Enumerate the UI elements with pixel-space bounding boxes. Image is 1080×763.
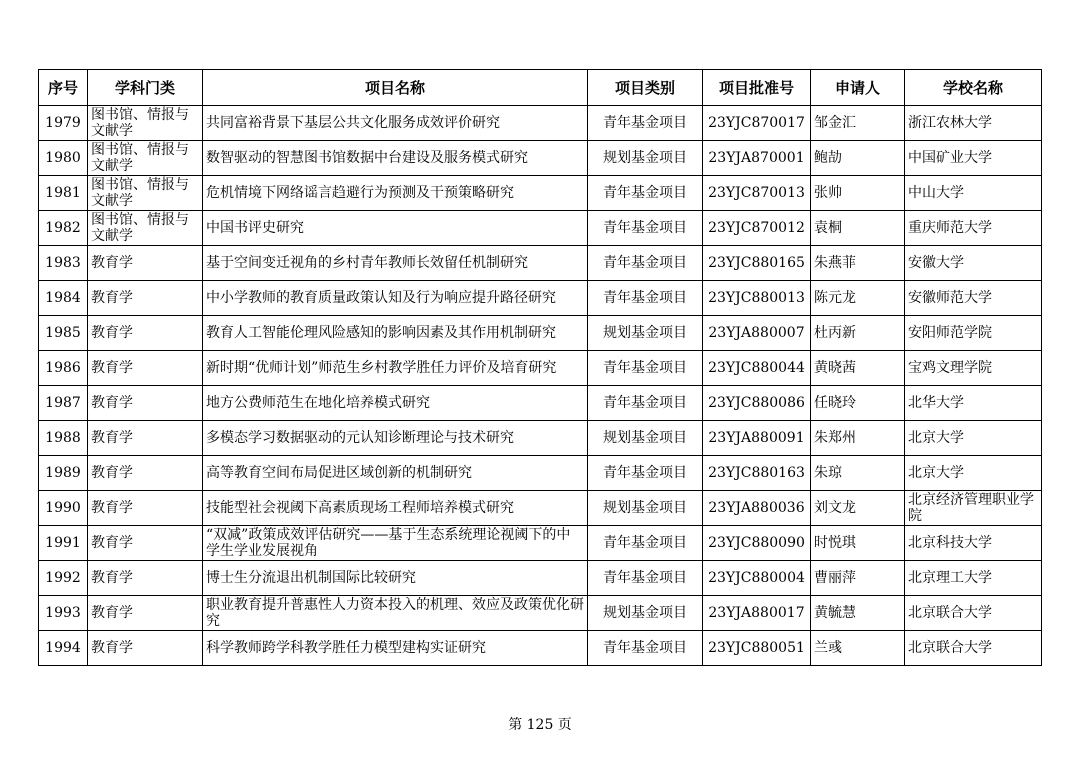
cell-school: 北京科技大学 xyxy=(905,526,1042,561)
cell-school: 北京大学 xyxy=(905,421,1042,456)
table-row xyxy=(39,421,1042,456)
table-row xyxy=(39,596,1042,631)
table-row xyxy=(39,211,1042,246)
table-row xyxy=(39,176,1042,211)
cell-applicant: 兰彧 xyxy=(811,631,905,666)
cell-school: 宝鸡文理学院 xyxy=(905,351,1042,386)
cell-seq: 1988 xyxy=(39,421,88,456)
cell-approval-no: 23YJC870012 xyxy=(703,211,811,246)
cell-project-name: 中国书评史研究 xyxy=(203,211,588,246)
cell-applicant: 黄毓慧 xyxy=(811,596,905,631)
cell-school: 中国矿业大学 xyxy=(905,141,1042,176)
cell-project-name: “双减”政策成效评估研究——基于生态系统理论视阈下的中学生学业发展视角 xyxy=(203,526,588,561)
cell-category: 教育学 xyxy=(88,246,203,281)
cell-project-type: 规划基金项目 xyxy=(588,491,703,526)
cell-seq: 1983 xyxy=(39,246,88,281)
table-row xyxy=(39,491,1042,526)
table-row xyxy=(39,351,1042,386)
cell-approval-no: 23YJA880091 xyxy=(703,421,811,456)
cell-applicant: 陈元龙 xyxy=(811,281,905,316)
cell-seq: 1991 xyxy=(39,526,88,561)
cell-category: 教育学 xyxy=(88,351,203,386)
cell-approval-no: 23YJC880163 xyxy=(703,456,811,491)
table-header-row xyxy=(39,70,1042,106)
cell-school: 北华大学 xyxy=(905,386,1042,421)
cell-applicant: 张帅 xyxy=(811,176,905,211)
cell-project-name: 科学教师跨学科教学胜任力模型建构实证研究 xyxy=(203,631,588,666)
cell-applicant: 朱琼 xyxy=(811,456,905,491)
cell-project-type: 规划基金项目 xyxy=(588,596,703,631)
cell-applicant: 黄晓茜 xyxy=(811,351,905,386)
cell-project-type: 青年基金项目 xyxy=(588,351,703,386)
cell-project-name: 共同富裕背景下基层公共文化服务成效评价研究 xyxy=(203,106,588,141)
cell-approval-no: 23YJC880165 xyxy=(703,246,811,281)
table-row xyxy=(39,526,1042,561)
cell-project-type: 青年基金项目 xyxy=(588,561,703,596)
cell-seq: 1980 xyxy=(39,141,88,176)
cell-applicant: 鲍劼 xyxy=(811,141,905,176)
cell-category: 图书馆、情报与文献学 xyxy=(88,176,203,211)
cell-project-type: 青年基金项目 xyxy=(588,631,703,666)
cell-category: 教育学 xyxy=(88,421,203,456)
cell-project-name: 多模态学习数据驱动的元认知诊断理论与技术研究 xyxy=(203,421,588,456)
header-seq: 序号 xyxy=(39,70,88,106)
cell-project-name: 博士生分流退出机制国际比较研究 xyxy=(203,561,588,596)
cell-project-name: 中小学教师的教育质量政策认知及行为响应提升路径研究 xyxy=(203,281,588,316)
cell-category: 教育学 xyxy=(88,596,203,631)
cell-approval-no: 23YJA880017 xyxy=(703,596,811,631)
table-row xyxy=(39,456,1042,491)
cell-category: 图书馆、情报与文献学 xyxy=(88,106,203,141)
cell-applicant: 时悦琪 xyxy=(811,526,905,561)
cell-category: 教育学 xyxy=(88,316,203,351)
cell-school: 安徽师范大学 xyxy=(905,281,1042,316)
cell-school: 北京大学 xyxy=(905,456,1042,491)
cell-approval-no: 23YJC870017 xyxy=(703,106,811,141)
table-row xyxy=(39,561,1042,596)
cell-approval-no: 23YJC880051 xyxy=(703,631,811,666)
cell-school: 安徽大学 xyxy=(905,246,1042,281)
cell-seq: 1990 xyxy=(39,491,88,526)
cell-applicant: 刘文龙 xyxy=(811,491,905,526)
cell-school: 中山大学 xyxy=(905,176,1042,211)
cell-seq: 1994 xyxy=(39,631,88,666)
cell-approval-no: 23YJC880090 xyxy=(703,526,811,561)
cell-project-name: 基于空间变迁视角的乡村青年教师长效留任机制研究 xyxy=(203,246,588,281)
table-row xyxy=(39,106,1042,141)
cell-school: 重庆师范大学 xyxy=(905,211,1042,246)
cell-project-type: 规划基金项目 xyxy=(588,141,703,176)
cell-project-name: 危机情境下网络谣言趋避行为预测及干预策略研究 xyxy=(203,176,588,211)
cell-project-type: 青年基金项目 xyxy=(588,246,703,281)
cell-seq: 1992 xyxy=(39,561,88,596)
cell-applicant: 任晓玲 xyxy=(811,386,905,421)
cell-project-type: 青年基金项目 xyxy=(588,281,703,316)
cell-category: 教育学 xyxy=(88,526,203,561)
cell-seq: 1993 xyxy=(39,596,88,631)
cell-school: 北京经济管理职业学院 xyxy=(905,491,1042,526)
cell-category: 教育学 xyxy=(88,386,203,421)
cell-category: 教育学 xyxy=(88,561,203,596)
cell-applicant: 朱郑州 xyxy=(811,421,905,456)
cell-applicant: 邹金汇 xyxy=(811,106,905,141)
header-project-type: 项目类别 xyxy=(588,70,703,106)
table-row xyxy=(39,386,1042,421)
cell-project-name: 职业教育提升普惠性人力资本投入的机理、效应及政策优化研究 xyxy=(203,596,588,631)
cell-category: 教育学 xyxy=(88,281,203,316)
cell-approval-no: 23YJA880007 xyxy=(703,316,811,351)
cell-seq: 1987 xyxy=(39,386,88,421)
cell-seq: 1979 xyxy=(39,106,88,141)
cell-school: 北京理工大学 xyxy=(905,561,1042,596)
cell-project-type: 青年基金项目 xyxy=(588,176,703,211)
cell-applicant: 曹丽萍 xyxy=(811,561,905,596)
cell-project-name: 高等教育空间布局促进区域创新的机制研究 xyxy=(203,456,588,491)
header-category: 学科门类 xyxy=(88,70,203,106)
cell-category: 教育学 xyxy=(88,631,203,666)
cell-approval-no: 23YJC880044 xyxy=(703,351,811,386)
cell-approval-no: 23YJC880013 xyxy=(703,281,811,316)
project-table xyxy=(38,69,1042,666)
table-row xyxy=(39,631,1042,666)
cell-approval-no: 23YJA880036 xyxy=(703,491,811,526)
cell-project-type: 青年基金项目 xyxy=(588,211,703,246)
cell-applicant: 杜丙新 xyxy=(811,316,905,351)
cell-category: 教育学 xyxy=(88,456,203,491)
cell-project-type: 青年基金项目 xyxy=(588,456,703,491)
cell-project-name: 数智驱动的智慧图书馆数据中台建设及服务模式研究 xyxy=(203,141,588,176)
cell-project-name: 技能型社会视阈下高素质现场工程师培养模式研究 xyxy=(203,491,588,526)
cell-category: 图书馆、情报与文献学 xyxy=(88,211,203,246)
cell-applicant: 朱燕菲 xyxy=(811,246,905,281)
cell-school: 安阳师范学院 xyxy=(905,316,1042,351)
cell-seq: 1981 xyxy=(39,176,88,211)
cell-project-type: 青年基金项目 xyxy=(588,386,703,421)
cell-project-name: 地方公费师范生在地化培养模式研究 xyxy=(203,386,588,421)
table-body xyxy=(39,106,1042,666)
table-row xyxy=(39,246,1042,281)
cell-category: 图书馆、情报与文献学 xyxy=(88,141,203,176)
cell-category: 教育学 xyxy=(88,491,203,526)
cell-project-name: 教育人工智能伦理风险感知的影响因素及其作用机制研究 xyxy=(203,316,588,351)
table-row xyxy=(39,316,1042,351)
header-applicant: 申请人 xyxy=(811,70,905,106)
cell-project-type: 青年基金项目 xyxy=(588,106,703,141)
cell-school: 浙江农林大学 xyxy=(905,106,1042,141)
cell-approval-no: 23YJA870001 xyxy=(703,141,811,176)
cell-seq: 1986 xyxy=(39,351,88,386)
cell-project-type: 规划基金项目 xyxy=(588,316,703,351)
table-row xyxy=(39,141,1042,176)
header-school: 学校名称 xyxy=(905,70,1042,106)
table-row xyxy=(39,281,1042,316)
cell-project-type: 规划基金项目 xyxy=(588,421,703,456)
cell-approval-no: 23YJC870013 xyxy=(703,176,811,211)
cell-applicant: 袁桐 xyxy=(811,211,905,246)
cell-approval-no: 23YJC880086 xyxy=(703,386,811,421)
cell-project-name: 新时期“优师计划”师范生乡村教学胜任力评价及培育研究 xyxy=(203,351,588,386)
header-project-name: 项目名称 xyxy=(203,70,588,106)
cell-seq: 1982 xyxy=(39,211,88,246)
cell-project-type: 青年基金项目 xyxy=(588,526,703,561)
cell-seq: 1989 xyxy=(39,456,88,491)
header-approval-no: 项目批准号 xyxy=(703,70,811,106)
cell-seq: 1985 xyxy=(39,316,88,351)
cell-school: 北京联合大学 xyxy=(905,596,1042,631)
cell-seq: 1984 xyxy=(39,281,88,316)
cell-approval-no: 23YJC880004 xyxy=(703,561,811,596)
cell-school: 北京联合大学 xyxy=(905,631,1042,666)
page-number: 第 125 页 xyxy=(508,717,572,733)
